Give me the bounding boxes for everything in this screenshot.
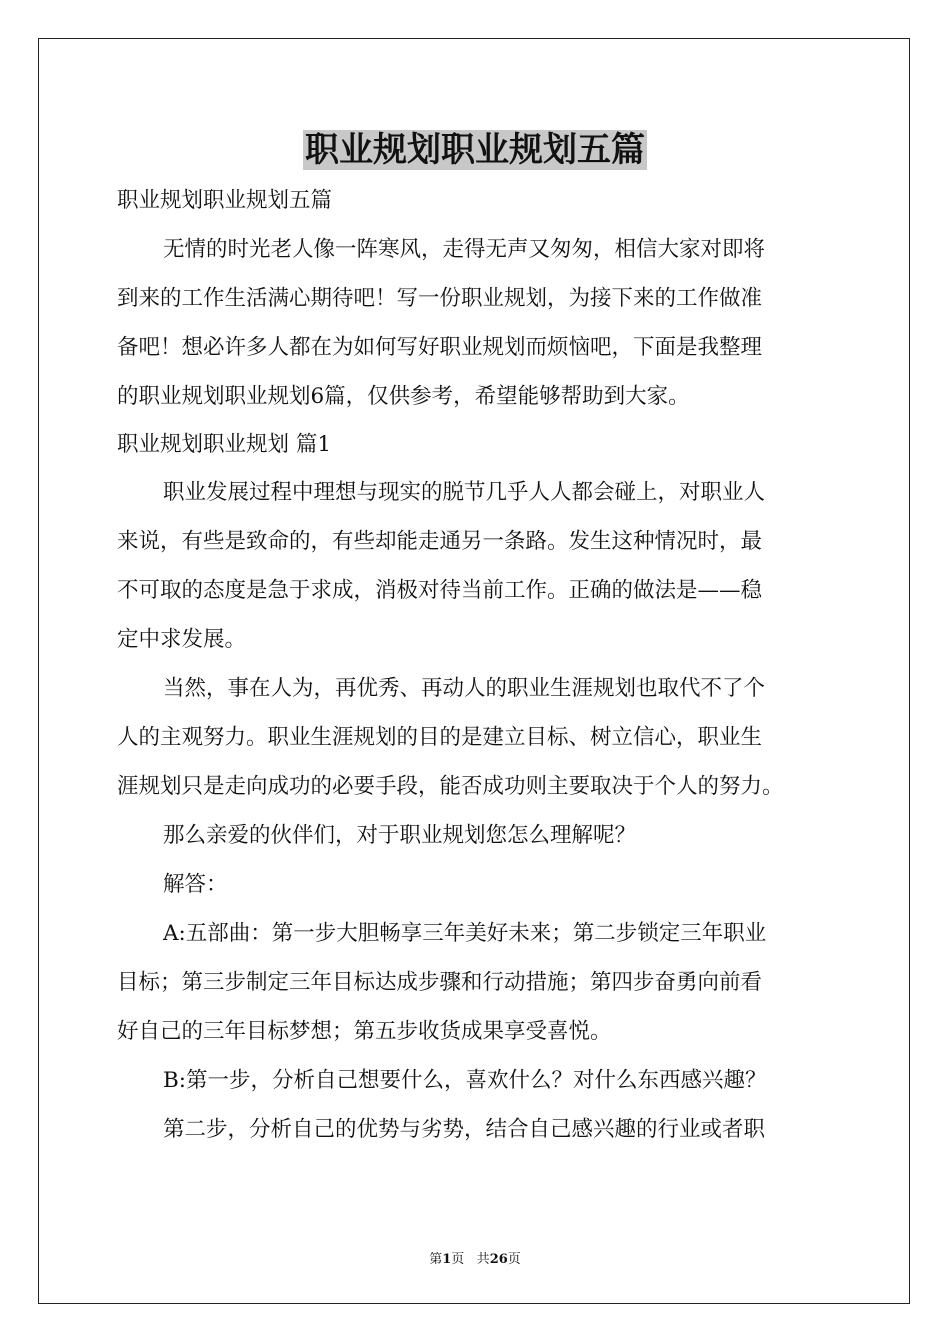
paragraph-line: 职业发展过程中理想与现实的脱节几乎人人都会碰上，对职业人 (163, 480, 766, 505)
paragraph-line: 第二步，分析自己的优势与劣势，结合自己感兴趣的行业或者职 (163, 1117, 766, 1142)
footer-page-suffix: 页 (451, 1252, 465, 1267)
paragraph-line: 不可取的态度是急于求成，消极对待当前工作。正确的做法是——稳 (117, 578, 763, 603)
paragraph-line: 那么亲爱的伙伴们，对于职业规划您怎么理解呢？ (163, 823, 637, 848)
paragraph-line: 定中求发展。 (117, 627, 247, 652)
paragraph-line: 好自己的三年目标梦想；第五步收货成果享受喜悦。 (117, 1019, 612, 1044)
paragraph-line: 的职业规划职业规划6篇，仅供参考，希望能够帮助到大家。 (117, 384, 690, 409)
paragraph-line: A:五部曲：第一步大胆畅享三年美好未来；第二步锁定三年职业 (163, 921, 767, 946)
paragraph-line: 当然，事在人为，再优秀、再动人的职业生涯规划也取代不了个 (163, 676, 766, 701)
paragraph-line: 涯规划只是走向成功的必要手段，能否成功则主要取决于个人的努力。 (117, 774, 784, 799)
document-body (117, 176, 839, 1154)
page-footer (0, 1248, 950, 1267)
footer-total-pages: 26 (489, 1252, 508, 1267)
paragraph-line: 备吧！想必许多人都在为如何写好职业规划而烦恼吧，下面是我整理 (117, 335, 763, 360)
footer-page-number: 1 (442, 1252, 452, 1267)
document-title (0, 128, 950, 172)
paragraph-line: B:第一步，分析自己想要什么，喜欢什么？对什么东西感兴趣？ (163, 1068, 767, 1093)
footer-prefix: 第 (429, 1252, 443, 1267)
footer-total-suffix: 页 (507, 1252, 521, 1267)
document-title-text: 职业规划职业规划五篇 (305, 130, 645, 170)
subtitle-line: 职业规划职业规划五篇 (117, 188, 333, 213)
paragraph-line: 人的主观努力。职业生涯规划的目的是建立目标、树立信心，职业生 (117, 725, 763, 750)
section-heading: 职业规划职业规划 篇1 (117, 432, 332, 457)
paragraph-line: 来说，有些是致命的，有些却能走通另一条路。发生这种情况时，最 (117, 529, 763, 554)
paragraph-line: 无情的时光老人像一阵寒风，走得无声又匆匆，相信大家对即将 (163, 237, 766, 262)
paragraph-line: 解答： (163, 872, 228, 897)
paragraph-line: 到来的工作生活满心期待吧！写一份职业规划，为接下来的工作做准 (117, 286, 763, 311)
paragraph-line: 目标；第三步制定三年目标达成步骤和行动措施；第四步奋勇向前看 (117, 970, 763, 995)
footer-total-prefix: 共 (476, 1252, 490, 1267)
